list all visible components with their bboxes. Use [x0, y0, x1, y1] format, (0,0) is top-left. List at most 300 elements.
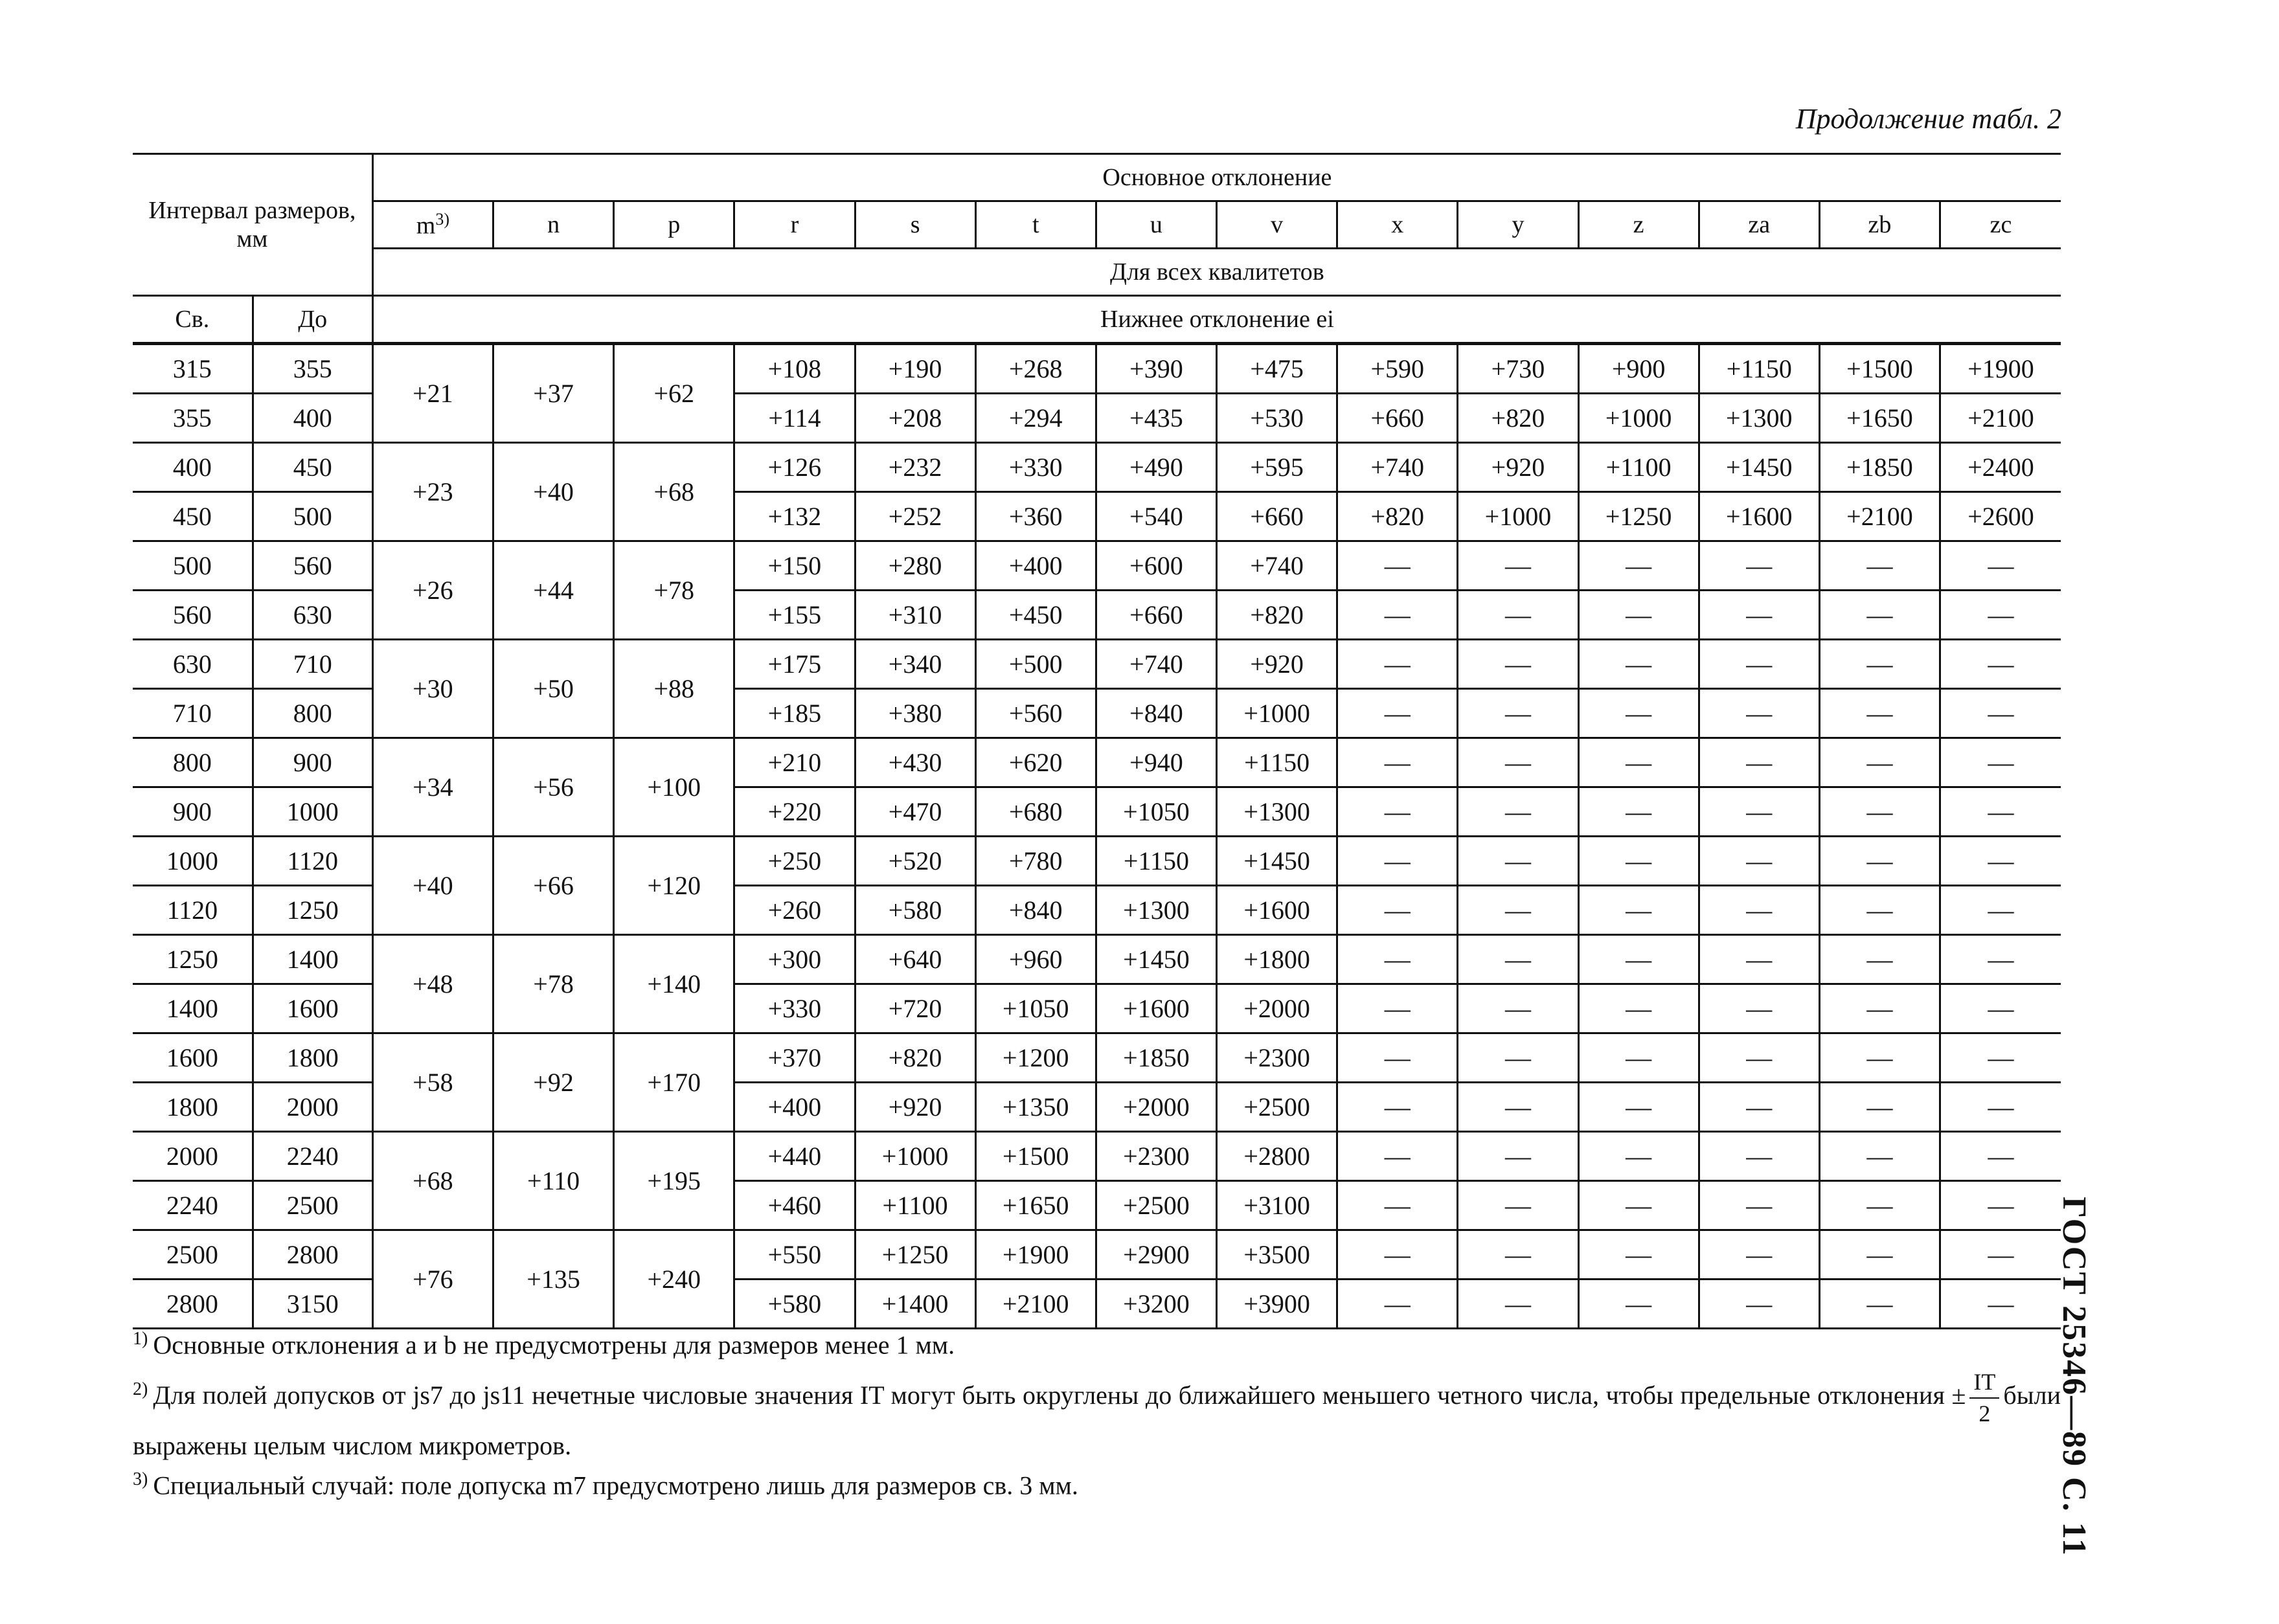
column-header-t: t	[975, 201, 1096, 249]
deviation-n-cell: +110	[493, 1132, 613, 1230]
deviation-zc-cell: —	[1940, 1033, 2061, 1083]
size-to-cell: 2000	[253, 1083, 372, 1132]
deviation-z-cell: —	[1578, 984, 1699, 1033]
deviation-t-cell: +1350	[975, 1083, 1096, 1132]
deviation-x-cell: +820	[1337, 492, 1458, 541]
size-to-cell: 1000	[253, 787, 372, 837]
size-to-cell: 710	[253, 640, 372, 689]
deviation-za-cell: —	[1699, 935, 1819, 984]
deviation-y-cell: +820	[1458, 394, 1578, 443]
deviation-t-cell: +1650	[975, 1181, 1096, 1230]
deviation-t-cell: +294	[975, 394, 1096, 443]
deviation-s-cell: +580	[855, 886, 975, 935]
deviation-t-cell: +400	[975, 541, 1096, 591]
size-from-cell: 355	[133, 394, 253, 443]
deviation-t-cell: +450	[975, 591, 1096, 640]
deviation-v-cell: +1000	[1217, 689, 1337, 738]
deviation-zc-cell: —	[1940, 787, 2061, 837]
deviation-table	[133, 153, 2061, 1329]
deviation-zc-cell: —	[1940, 1083, 2061, 1132]
deviation-z-cell: —	[1578, 1230, 1699, 1280]
deviation-x-cell: —	[1337, 1230, 1458, 1280]
table-row	[133, 640, 2061, 689]
deviation-t-cell: +560	[975, 689, 1096, 738]
column-header-r: r	[734, 201, 855, 249]
deviation-zb-cell: —	[1819, 689, 1940, 738]
deviation-z-cell: —	[1578, 886, 1699, 935]
deviation-v-cell: +1800	[1217, 935, 1337, 984]
table-row	[133, 1033, 2061, 1083]
column-header-u: u	[1096, 201, 1216, 249]
column-header-za: za	[1699, 201, 1819, 249]
deviation-r-cell: +175	[734, 640, 855, 689]
deviation-z-cell: —	[1578, 541, 1699, 591]
deviation-za-cell: —	[1699, 984, 1819, 1033]
deviation-y-cell: +1000	[1458, 492, 1578, 541]
deviation-zb-cell: —	[1819, 935, 1940, 984]
deviation-z-cell: +1250	[1578, 492, 1699, 541]
deviation-zb-cell: +1650	[1819, 394, 1940, 443]
deviation-r-cell: +126	[734, 443, 855, 492]
deviation-m-cell: +21	[372, 344, 493, 443]
deviation-z-cell: —	[1578, 935, 1699, 984]
size-to-cell: 1600	[253, 984, 372, 1033]
deviation-s-cell: +1250	[855, 1230, 975, 1280]
table-row	[133, 837, 2061, 886]
footnote-2: $^{2)}$ Для полей допусков от js7 до js11 нечетные числовые значения IT могут быть округлены до ближайшего меньшего четного числа, чтобы предельные отклонения ± $\frac{IT}{2}$ были выражены целым числом микрометров.	[133, 1367, 2061, 1463]
deviation-m-cell: +26	[372, 541, 493, 640]
deviation-zc-cell: —	[1940, 689, 2061, 738]
deviation-za-cell: —	[1699, 591, 1819, 640]
deviation-zc-cell: —	[1940, 1280, 2061, 1329]
deviation-zc-cell: +2100	[1940, 394, 2061, 443]
deviation-s-cell: +340	[855, 640, 975, 689]
main-deviation-header: Основное отклонение	[372, 154, 2061, 201]
size-from-cell: 2240	[133, 1181, 253, 1230]
deviation-m-cell: +58	[372, 1033, 493, 1132]
table-caption: Продолжение табл. 2	[1795, 103, 2061, 135]
deviation-zc-cell: —	[1940, 591, 2061, 640]
deviation-m-cell: +30	[372, 640, 493, 738]
deviation-t-cell: +1200	[975, 1033, 1096, 1083]
size-to-cell: 630	[253, 591, 372, 640]
size-to-cell: 500	[253, 492, 372, 541]
deviation-s-cell: +720	[855, 984, 975, 1033]
deviation-z-cell: —	[1578, 640, 1699, 689]
deviation-u-cell: +2500	[1096, 1181, 1216, 1230]
deviation-za-cell: —	[1699, 1230, 1819, 1280]
table-row	[133, 1230, 2061, 1280]
deviation-zb-cell: —	[1819, 541, 1940, 591]
size-from-cell: 315	[133, 344, 253, 394]
deviation-y-cell: —	[1458, 1280, 1578, 1329]
deviation-s-cell: +640	[855, 935, 975, 984]
deviation-u-cell: +1050	[1096, 787, 1216, 837]
deviation-n-cell: +50	[493, 640, 613, 738]
deviation-zb-cell: —	[1819, 591, 1940, 640]
deviation-x-cell: —	[1337, 689, 1458, 738]
deviation-y-cell: —	[1458, 591, 1578, 640]
column-header-m: $m^{3)}$	[372, 201, 493, 249]
deviation-zc-cell: —	[1940, 1132, 2061, 1181]
deviation-r-cell: +550	[734, 1230, 855, 1280]
deviation-za-cell: —	[1699, 787, 1819, 837]
column-header-z: z	[1578, 201, 1699, 249]
deviation-zc-cell: —	[1940, 1181, 2061, 1230]
size-to-cell: 1400	[253, 935, 372, 984]
deviation-s-cell: +430	[855, 738, 975, 787]
deviation-p-cell: +68	[614, 443, 734, 541]
deviation-u-cell: +660	[1096, 591, 1216, 640]
size-to-cell: 2240	[253, 1132, 372, 1181]
deviation-r-cell: +185	[734, 689, 855, 738]
deviation-s-cell: +310	[855, 591, 975, 640]
size-from-cell: 2800	[133, 1280, 253, 1329]
deviation-u-cell: +1600	[1096, 984, 1216, 1033]
column-header-x: x	[1337, 201, 1458, 249]
deviation-r-cell: +108	[734, 344, 855, 394]
deviation-r-cell: +580	[734, 1280, 855, 1329]
deviation-u-cell: +1850	[1096, 1033, 1216, 1083]
deviation-x-cell: —	[1337, 1280, 1458, 1329]
deviation-y-cell: —	[1458, 738, 1578, 787]
deviation-r-cell: +150	[734, 541, 855, 591]
deviation-r-cell: +114	[734, 394, 855, 443]
all-grades-header: Для всех квалитетов	[372, 249, 2061, 296]
deviation-za-cell: —	[1699, 640, 1819, 689]
deviation-v-cell: +2300	[1217, 1033, 1337, 1083]
column-header-zc: zc	[1940, 201, 2061, 249]
deviation-v-cell: +3100	[1217, 1181, 1337, 1230]
deviation-r-cell: +210	[734, 738, 855, 787]
deviation-z-cell: +1000	[1578, 394, 1699, 443]
size-from-cell: 500	[133, 541, 253, 591]
footnote-1: $^{1)}$ Основные отклонения a и b не предусмотрены для размеров менее 1 мм.	[133, 1329, 955, 1360]
size-to-cell: 3150	[253, 1280, 372, 1329]
deviation-za-cell: —	[1699, 541, 1819, 591]
column-header-row	[133, 201, 2061, 249]
deviation-zb-cell: —	[1819, 886, 1940, 935]
size-to-cell: 1120	[253, 837, 372, 886]
deviation-zb-cell: —	[1819, 1083, 1940, 1132]
deviation-v-cell: +475	[1217, 344, 1337, 394]
deviation-n-cell: +92	[493, 1033, 613, 1132]
deviation-x-cell: —	[1337, 935, 1458, 984]
deviation-s-cell: +208	[855, 394, 975, 443]
deviation-t-cell: +840	[975, 886, 1096, 935]
deviation-z-cell: —	[1578, 1132, 1699, 1181]
deviation-p-cell: +100	[614, 738, 734, 837]
deviation-y-cell: —	[1458, 640, 1578, 689]
deviation-m-cell: +40	[372, 837, 493, 935]
deviation-x-cell: —	[1337, 837, 1458, 886]
deviation-p-cell: +88	[614, 640, 734, 738]
size-from-cell: 710	[133, 689, 253, 738]
deviation-u-cell: +840	[1096, 689, 1216, 738]
deviation-zc-cell: +2600	[1940, 492, 2061, 541]
deviation-z-cell: —	[1578, 1280, 1699, 1329]
size-to-cell: 2800	[253, 1230, 372, 1280]
deviation-zb-cell: +1850	[1819, 443, 1940, 492]
deviation-zc-cell: +2400	[1940, 443, 2061, 492]
deviation-u-cell: +540	[1096, 492, 1216, 541]
size-to-cell: 450	[253, 443, 372, 492]
size-from-cell: 1400	[133, 984, 253, 1033]
deviation-zc-cell: —	[1940, 738, 2061, 787]
to-header: До	[253, 296, 372, 344]
deviation-t-cell: +680	[975, 787, 1096, 837]
deviation-z-cell: +1100	[1578, 443, 1699, 492]
size-to-cell: 2500	[253, 1181, 372, 1230]
size-from-cell: 2500	[133, 1230, 253, 1280]
deviation-y-cell: —	[1458, 935, 1578, 984]
deviation-p-cell: +78	[614, 541, 734, 640]
deviation-za-cell: —	[1699, 1083, 1819, 1132]
deviation-v-cell: +530	[1217, 394, 1337, 443]
deviation-za-cell: —	[1699, 1280, 1819, 1329]
size-from-cell: 800	[133, 738, 253, 787]
deviation-za-cell: —	[1699, 886, 1819, 935]
deviation-v-cell: +1300	[1217, 787, 1337, 837]
interval-header: Интервал размеров, мм	[133, 154, 372, 296]
deviation-r-cell: +440	[734, 1132, 855, 1181]
deviation-zb-cell: —	[1819, 837, 1940, 886]
size-to-cell: 900	[253, 738, 372, 787]
deviation-r-cell: +220	[734, 787, 855, 837]
deviation-v-cell: +920	[1217, 640, 1337, 689]
deviation-zb-cell: —	[1819, 984, 1940, 1033]
deviation-u-cell: +2300	[1096, 1132, 1216, 1181]
deviation-p-cell: +120	[614, 837, 734, 935]
deviation-z-cell: —	[1578, 1033, 1699, 1083]
size-to-cell: 1250	[253, 886, 372, 935]
deviation-za-cell: —	[1699, 1033, 1819, 1083]
deviation-p-cell: +62	[614, 344, 734, 443]
deviation-y-cell: —	[1458, 886, 1578, 935]
deviation-y-cell: +920	[1458, 443, 1578, 492]
deviation-y-cell: —	[1458, 689, 1578, 738]
deviation-s-cell: +380	[855, 689, 975, 738]
deviation-z-cell: —	[1578, 738, 1699, 787]
deviation-y-cell: —	[1458, 1083, 1578, 1132]
deviation-za-cell: +1300	[1699, 394, 1819, 443]
deviation-n-cell: +44	[493, 541, 613, 640]
deviation-v-cell: +2500	[1217, 1083, 1337, 1132]
deviation-zb-cell: —	[1819, 640, 1940, 689]
deviation-y-cell: —	[1458, 787, 1578, 837]
deviation-y-cell: —	[1458, 1230, 1578, 1280]
deviation-y-cell: —	[1458, 1132, 1578, 1181]
deviation-v-cell: +1600	[1217, 886, 1337, 935]
deviation-u-cell: +2900	[1096, 1230, 1216, 1280]
column-header-y: y	[1458, 201, 1578, 249]
column-header-n: n	[493, 201, 613, 249]
deviation-r-cell: +155	[734, 591, 855, 640]
deviation-x-cell: +660	[1337, 394, 1458, 443]
deviation-y-cell: —	[1458, 837, 1578, 886]
column-header-v: v	[1217, 201, 1337, 249]
deviation-t-cell: +360	[975, 492, 1096, 541]
deviation-u-cell: +435	[1096, 394, 1216, 443]
size-from-cell: 2000	[133, 1132, 253, 1181]
deviation-zb-cell: —	[1819, 738, 1940, 787]
deviation-s-cell: +920	[855, 1083, 975, 1132]
deviation-p-cell: +140	[614, 935, 734, 1033]
size-to-cell: 800	[253, 689, 372, 738]
deviation-z-cell: —	[1578, 1181, 1699, 1230]
size-from-cell: 400	[133, 443, 253, 492]
deviation-v-cell: +1150	[1217, 738, 1337, 787]
size-from-cell: 1000	[133, 837, 253, 886]
deviation-s-cell: +1400	[855, 1280, 975, 1329]
deviation-m-cell: +76	[372, 1230, 493, 1329]
deviation-r-cell: +460	[734, 1181, 855, 1230]
deviation-m-cell: +34	[372, 738, 493, 837]
deviation-r-cell: +260	[734, 886, 855, 935]
deviation-za-cell: +1450	[1699, 443, 1819, 492]
size-from-cell: 1800	[133, 1083, 253, 1132]
deviation-zb-cell: +2100	[1819, 492, 1940, 541]
deviation-zc-cell: —	[1940, 837, 2061, 886]
column-header-zb: zb	[1819, 201, 1940, 249]
size-to-cell: 400	[253, 394, 372, 443]
deviation-n-cell: +66	[493, 837, 613, 935]
size-to-cell: 1800	[253, 1033, 372, 1083]
deviation-z-cell: —	[1578, 837, 1699, 886]
deviation-t-cell: +1900	[975, 1230, 1096, 1280]
deviation-za-cell: +1150	[1699, 344, 1819, 394]
deviation-s-cell: +280	[855, 541, 975, 591]
table-row	[133, 1132, 2061, 1181]
deviation-p-cell: +170	[614, 1033, 734, 1132]
deviation-zc-cell: —	[1940, 935, 2061, 984]
deviation-u-cell: +1300	[1096, 886, 1216, 935]
deviation-y-cell: —	[1458, 1181, 1578, 1230]
deviation-zc-cell: —	[1940, 640, 2061, 689]
deviation-s-cell: +190	[855, 344, 975, 394]
deviation-r-cell: +370	[734, 1033, 855, 1083]
deviation-x-cell: —	[1337, 591, 1458, 640]
deviation-z-cell: +900	[1578, 344, 1699, 394]
deviation-zc-cell: +1900	[1940, 344, 2061, 394]
deviation-t-cell: +268	[975, 344, 1096, 394]
deviation-y-cell: +730	[1458, 344, 1578, 394]
deviation-p-cell: +240	[614, 1230, 734, 1329]
deviation-za-cell: —	[1699, 837, 1819, 886]
deviation-m-cell: +48	[372, 935, 493, 1033]
deviation-x-cell: +740	[1337, 443, 1458, 492]
deviation-s-cell: +232	[855, 443, 975, 492]
deviation-z-cell: —	[1578, 591, 1699, 640]
deviation-z-cell: —	[1578, 689, 1699, 738]
deviation-n-cell: +78	[493, 935, 613, 1033]
deviation-zb-cell: —	[1819, 787, 1940, 837]
deviation-r-cell: +250	[734, 837, 855, 886]
size-from-cell: 1120	[133, 886, 253, 935]
table-row	[133, 738, 2061, 787]
deviation-u-cell: +1150	[1096, 837, 1216, 886]
deviation-u-cell: +3200	[1096, 1280, 1216, 1329]
column-header-s: s	[855, 201, 975, 249]
footnotes	[133, 1327, 2061, 1507]
table-row	[133, 541, 2061, 591]
deviation-n-cell: +135	[493, 1230, 613, 1329]
deviation-m-cell: +23	[372, 443, 493, 541]
deviation-x-cell: —	[1337, 640, 1458, 689]
deviation-zb-cell: +1500	[1819, 344, 1940, 394]
deviation-x-cell: —	[1337, 738, 1458, 787]
deviation-n-cell: +37	[493, 344, 613, 443]
size-to-cell: 560	[253, 541, 372, 591]
deviation-zc-cell: —	[1940, 984, 2061, 1033]
deviation-s-cell: +252	[855, 492, 975, 541]
deviation-zc-cell: —	[1940, 886, 2061, 935]
deviation-r-cell: +132	[734, 492, 855, 541]
deviation-zc-cell: —	[1940, 1230, 2061, 1280]
deviation-zb-cell: —	[1819, 1280, 1940, 1329]
deviation-u-cell: +600	[1096, 541, 1216, 591]
lower-deviation-header: Нижнее отклонение ei	[372, 296, 2061, 344]
deviation-v-cell: +820	[1217, 591, 1337, 640]
deviation-u-cell: +490	[1096, 443, 1216, 492]
deviation-za-cell: +1600	[1699, 492, 1819, 541]
size-from-cell: 1250	[133, 935, 253, 984]
size-from-cell: 560	[133, 591, 253, 640]
table-row	[133, 344, 2061, 394]
deviation-zb-cell: —	[1819, 1033, 1940, 1083]
deviation-y-cell: —	[1458, 541, 1578, 591]
size-from-cell: 1600	[133, 1033, 253, 1083]
deviation-t-cell: +500	[975, 640, 1096, 689]
deviation-s-cell: +1100	[855, 1181, 975, 1230]
footnote-3: $^{3)}$ Специальный случай: поле допуска m7 предусмотрено лишь для размеров св. 3 мм.	[133, 1469, 1078, 1500]
deviation-zc-cell: —	[1940, 541, 2061, 591]
deviation-x-cell: —	[1337, 1033, 1458, 1083]
deviation-n-cell: +40	[493, 443, 613, 541]
deviation-r-cell: +300	[734, 935, 855, 984]
deviation-u-cell: +2000	[1096, 1083, 1216, 1132]
deviation-r-cell: +400	[734, 1083, 855, 1132]
deviation-u-cell: +390	[1096, 344, 1216, 394]
deviation-n-cell: +56	[493, 738, 613, 837]
deviation-x-cell: —	[1337, 541, 1458, 591]
deviation-x-cell: —	[1337, 886, 1458, 935]
deviation-s-cell: +1000	[855, 1132, 975, 1181]
from-header: Св.	[133, 296, 253, 344]
deviation-t-cell: +780	[975, 837, 1096, 886]
deviation-t-cell: +620	[975, 738, 1096, 787]
deviation-u-cell: +940	[1096, 738, 1216, 787]
column-header-p: p	[614, 201, 734, 249]
deviation-p-cell: +195	[614, 1132, 734, 1230]
deviation-t-cell: +2100	[975, 1280, 1096, 1329]
deviation-zb-cell: —	[1819, 1132, 1940, 1181]
deviation-zb-cell: —	[1819, 1181, 1940, 1230]
size-from-cell: 900	[133, 787, 253, 837]
deviation-v-cell: +3500	[1217, 1230, 1337, 1280]
deviation-t-cell: +960	[975, 935, 1096, 984]
deviation-t-cell: +1500	[975, 1132, 1096, 1181]
deviation-z-cell: —	[1578, 787, 1699, 837]
deviation-za-cell: —	[1699, 1132, 1819, 1181]
deviation-x-cell: —	[1337, 1132, 1458, 1181]
table-row	[133, 443, 2061, 492]
deviation-r-cell: +330	[734, 984, 855, 1033]
deviation-x-cell: —	[1337, 984, 1458, 1033]
deviation-za-cell: —	[1699, 738, 1819, 787]
size-from-cell: 450	[133, 492, 253, 541]
deviation-u-cell: +740	[1096, 640, 1216, 689]
